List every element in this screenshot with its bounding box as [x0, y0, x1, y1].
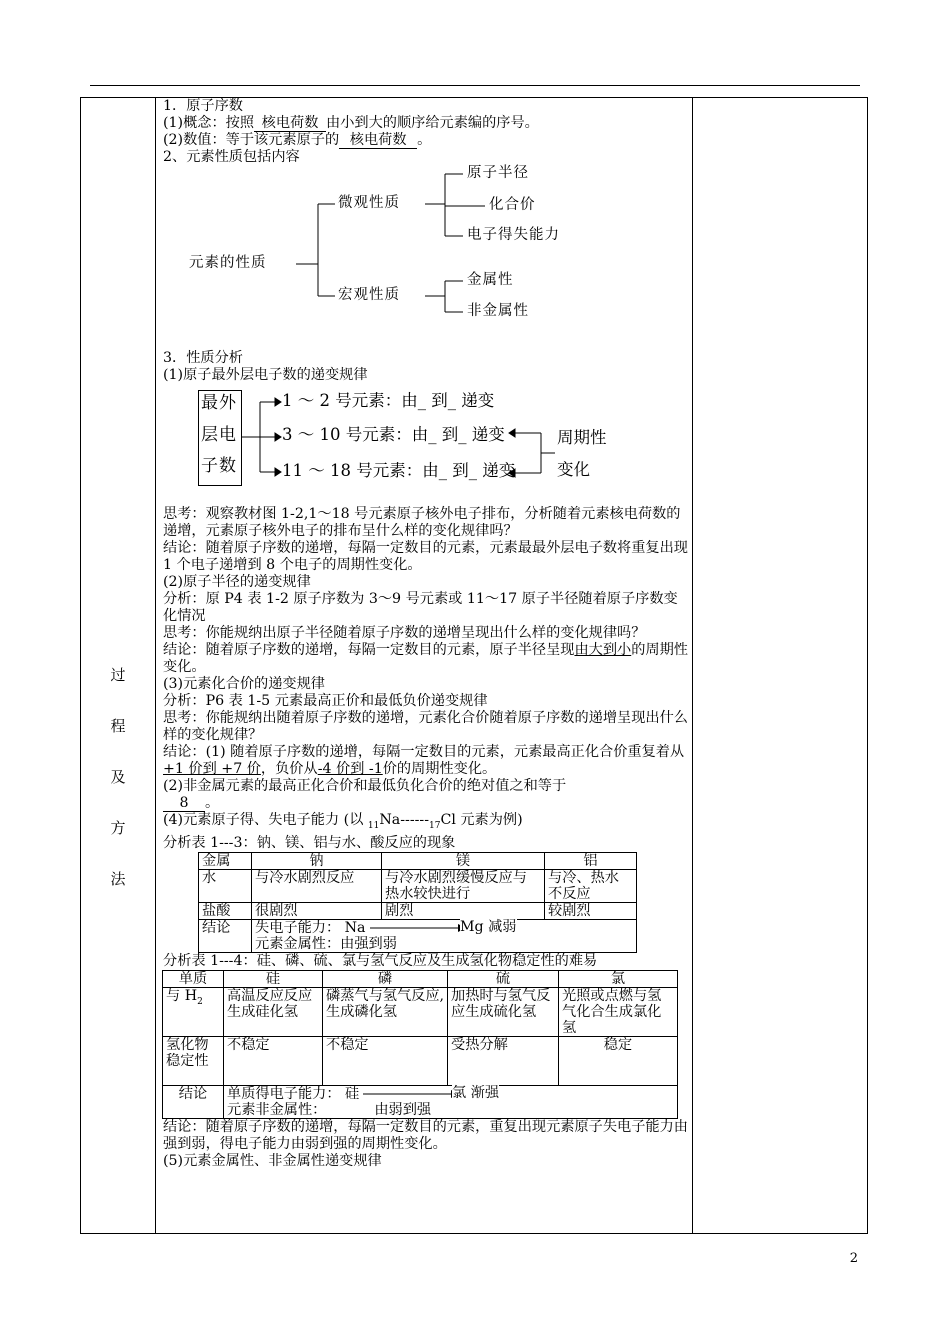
column-divider-left: [155, 97, 156, 1234]
fill-blank: +1 价到 +7 价: [163, 761, 261, 777]
s3-sub5: (5)元素金属性、非金属性递变规律: [163, 1152, 382, 1169]
tree-leaf: 原子半径: [467, 165, 529, 181]
fill-blank: 核电荷数: [339, 133, 417, 149]
electron-row-1: 1 ～ 2 号元素：由_ 到_ 递变: [282, 391, 495, 410]
table3-caption: 分析表 1---3：钠、镁、铝与水、酸反应的现象: [163, 834, 456, 851]
table-row: 结论 单质得电子能力： 硅 氯 渐强 元素非金属性： 由弱到强: [163, 1085, 678, 1118]
fill-blank: 8: [163, 796, 205, 812]
sidebar-char-1: 过: [110, 666, 126, 684]
table-metal-reaction: [198, 852, 637, 953]
table-row: 水 与冷水剧烈反应 与冷水剧烈缓慢反应与热水较快进行 与冷、热水不反应: [199, 869, 637, 902]
s3-heading: 3．性质分析: [163, 350, 243, 366]
tree-leaf: 电子得失能力: [467, 227, 560, 243]
outer-electron-diagram: [163, 384, 690, 504]
sidebar-char-3: 及: [110, 768, 126, 786]
tree-root: 元素的性质: [189, 255, 267, 271]
tree-macro: 宏观性质: [338, 287, 400, 303]
periodic-label: 周期性: [557, 428, 607, 447]
s3-sub1: (1)原子最外层电子数的递变规律: [163, 367, 368, 383]
sidebar-char-2: 程: [110, 717, 126, 735]
s1-value: (2)数值：等于该元素原子的 核电荷数 。: [163, 132, 432, 148]
table-row: 单质 硅 磷 硫 氯: [163, 970, 678, 987]
fill-blank: -4 价到 -1: [317, 761, 383, 777]
s1-heading: 1．原子序数: [163, 98, 243, 114]
properties-tree-diagram: [163, 166, 690, 354]
s1-concept: (1)概念：按照 核电荷数 由小到大的顺序给元素编的序号。: [163, 115, 539, 131]
table-row: 金属 钠 镁 铝: [199, 852, 637, 869]
table-row: 盐酸 很剧烈 剧烈 较剧烈: [199, 902, 637, 919]
table-row: 与 $H_2$ 高温反应反应生成硅化氢 磷蒸气与氢气反应,生成磷化氢 加热时与氢气反应生成硫化氢 光照或点燃与氢气化合生成氯化氢: [163, 987, 678, 1036]
conclusion-3b-fill: 8 。: [163, 795, 690, 812]
table4-caption: 分析表 1---4：硅、磷、硫、氯与氢气反应及生成氢化物稳定性的难易: [163, 952, 598, 969]
sidebar-char-5: 法: [110, 870, 126, 888]
analysis-3: 分析：P6 表 1-5 元素最高正价和最低负价递变规律: [163, 693, 488, 709]
tree-leaf: 非金属性: [467, 303, 529, 319]
fill-blank: 由大到小: [574, 642, 632, 658]
header-rule: [90, 85, 860, 86]
analysis-2: 分析：原 P4 表 1-2 原子序数为 3～9 号元素或 11～17 原子半径随着原子序数变化情况: [163, 591, 678, 624]
sidebar-char-4: 方: [110, 819, 126, 837]
think-1: 思考：观察教材图 1-2,1～18 号元素原子核外电子排布，分析随着元素核电荷数的递增，元素原子核外电子的排布呈什么样的变化规律吗？: [163, 506, 681, 539]
content-column: [163, 98, 690, 1170]
table-row: 氢化物稳定性 不稳定 不稳定 受热分解 稳定: [163, 1036, 678, 1085]
electron-row-3: 11 ～ 18 号元素：由_ 到_ 递变: [282, 461, 516, 480]
think-2: 思考：你能规纳出原子半径随着原子序数的递增呈现出什么样的变化规律吗？: [163, 625, 646, 641]
table-row: 结论 失电子能力： Na Mg 减弱 元素金属性：由强到弱: [199, 919, 637, 952]
tree-leaf: 化合价: [489, 197, 536, 213]
conclusion-3: 结论：(1) 随着原子序数的递增，每隔一定数目的元素，元素最高正化合价重复着从+1 价到 +7 价，负价从-4 价到 -1价的周期性变化。: [163, 744, 685, 777]
fill-blank: 核电荷数: [254, 116, 326, 132]
conclusion-1: 结论：随着原子序数的递增，每隔一定数目的元素，元素最最外层电子数将重复出现 1 个电子递增到 8 个电子的周期性变化。: [163, 540, 688, 573]
s3-sub2: (2)原子半径的递变规律: [163, 574, 311, 590]
s2-heading: 2、元素性质包括内容: [163, 149, 300, 165]
tree-micro: 微观性质: [338, 195, 400, 211]
page-number: 2: [849, 1251, 858, 1266]
arrow-icon: [366, 923, 466, 933]
tree-leaf: 金属性: [467, 272, 514, 288]
arrow-icon: [359, 1089, 459, 1099]
column-divider-right: [692, 97, 693, 1234]
table-nonmetal-reaction: [162, 970, 678, 1119]
s3-sub3: (3)元素化合价的递变规律: [163, 676, 325, 692]
s3-sub4: (4)元素原子得、失电子能力 (以 $_{11}Na------_{17}Cl$ 元素为例): [163, 812, 523, 831]
think-3: 思考：你能规纳出随着原子序数的递增，元素化合价随着原子序数的递增呈现出什么样的变化规律？: [163, 710, 688, 743]
conclusion-4: 结论：随着原子序数的递增，每隔一定数目的元素，重复出现元素原子失电子能力由强到弱，得电子能力由弱到强的周期性变化。: [163, 1118, 688, 1152]
conclusion-2: 结论：随着原子序数的递增，每隔一定数目的元素，原子半径呈现由大到小的周期性变化。: [163, 642, 688, 675]
outer-electron-box: 最外 层电 子数: [198, 390, 242, 486]
conclusion-3b: (2)非金属元素的最高正化合价和最低负化合价的绝对值之和等于: [163, 778, 567, 794]
electron-row-2: 3 ～ 10 号元素：由_ 到_ 递变: [282, 425, 505, 444]
periodic-label: 变化: [557, 460, 590, 479]
